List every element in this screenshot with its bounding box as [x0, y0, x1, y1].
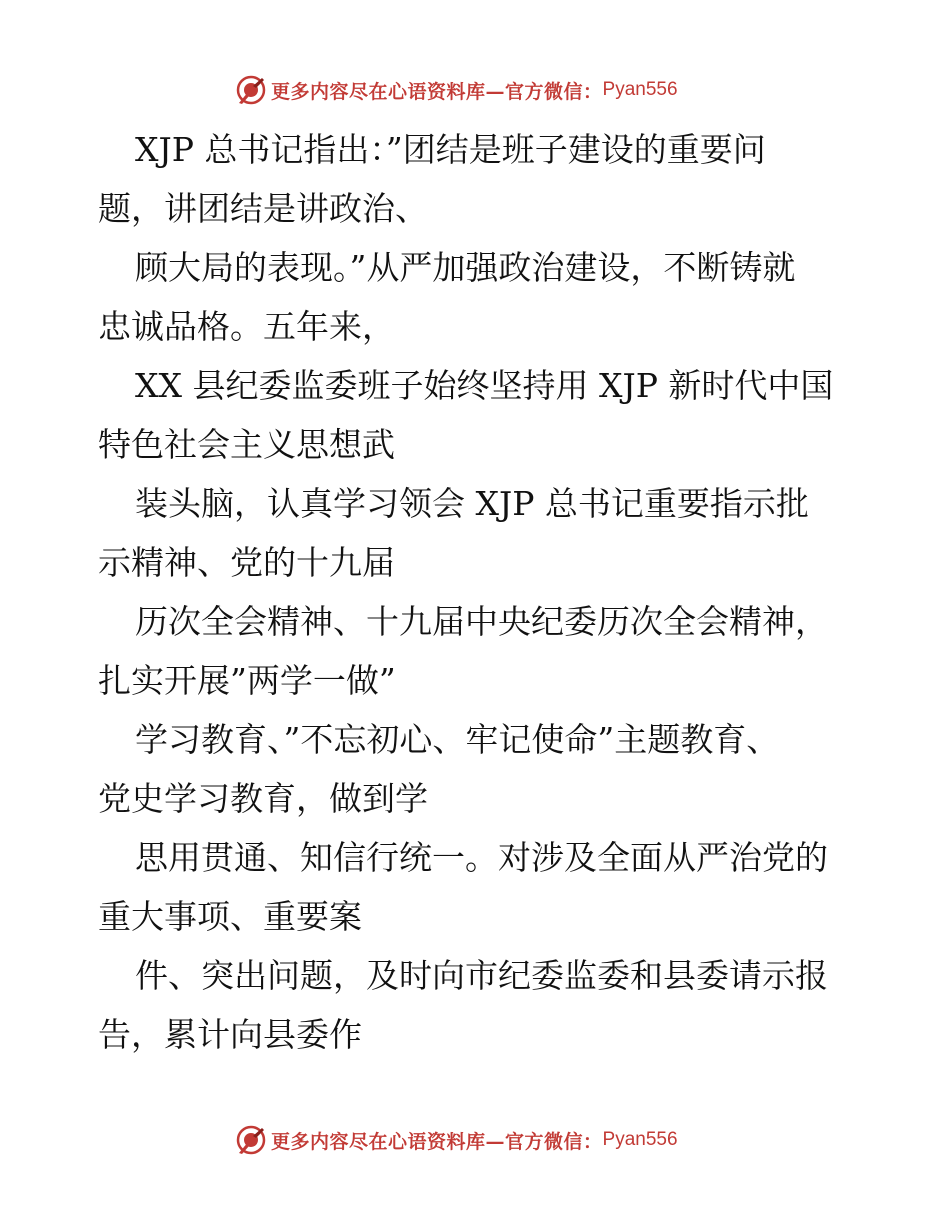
text-line: 特色社会主义思想武 — [98, 425, 395, 464]
quill-seal-icon — [235, 74, 267, 106]
footer-watermark — [235, 1123, 678, 1157]
text-line: 装头脑，认真学习领会 XJP 总书记重要指示批 — [135, 484, 809, 523]
text-line: 扎实开展”两学一做” — [98, 661, 396, 700]
header-watermark — [235, 73, 678, 107]
document-body — [98, 120, 858, 1064]
text-line: XX 县纪委监委班子始终坚持用 XJP 新时代中国 — [135, 366, 834, 405]
watermark-text: 更多内容尽在心语资料库—官方微信： — [271, 1130, 603, 1153]
watermark-handle: Pyan556 — [602, 79, 678, 100]
text-line: 学习教育、”不忘初心、牢记使命”主题教育、 — [135, 720, 780, 759]
text-line: 重大事项、重要案 — [98, 897, 362, 936]
text-line: 历次全会精神、十九届中央纪委历次全会精神， — [135, 602, 828, 641]
text-line: 思用贯通、知信行统一。对涉及全面从严治党的 — [135, 838, 828, 877]
text-line: 顾大局的表现。”从严加强政治建设，不断铸就 — [135, 248, 796, 287]
quill-seal-icon — [235, 1124, 267, 1156]
text-line: 示精神、党的十九届 — [98, 543, 395, 582]
text-line: 忠诚品格。五年来， — [98, 307, 395, 346]
text-line: XJP 总书记指出：”团结是班子建设的重要问 — [135, 130, 766, 169]
watermark-text: 更多内容尽在心语资料库—官方微信： — [271, 80, 603, 103]
text-line: 党史学习教育，做到学 — [98, 779, 428, 818]
text-line: 件、突出问题，及时向市纪委监委和县委请示报 — [135, 956, 828, 995]
text-line: 题，讲团结是讲政治、 — [98, 189, 428, 228]
text-line: 告，累计向县委作 — [98, 1015, 362, 1054]
watermark-handle: Pyan556 — [602, 1129, 678, 1150]
